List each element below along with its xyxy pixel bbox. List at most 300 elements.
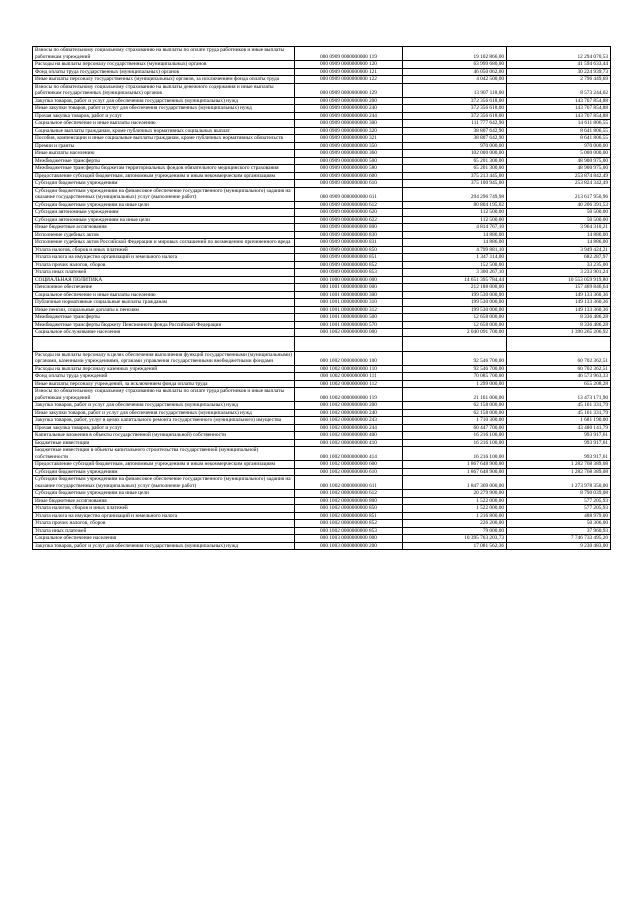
table-row [33, 83, 611, 97]
row-plan-amount: 212 188 000,00 [403, 284, 507, 292]
row-code: 000 0909 0000000000 610 [295, 180, 403, 188]
row-code: 000 1002 0000000000 410 [295, 439, 403, 447]
table-row [33, 269, 611, 277]
row-code: 000 1002 0000000000 852 [295, 520, 403, 528]
row-code: 000 0909 0000000000 831 [295, 239, 403, 247]
row-code: 000 0909 0000000000 850 [295, 246, 403, 254]
table-row [33, 497, 611, 505]
table-row [33, 61, 611, 69]
row-name: Бюджетные инвестиции в объекты капитального строительства государственной (муниципальной) собственности [33, 447, 295, 461]
row-executed-amount: 149 133 360,36 [507, 299, 611, 307]
row-plan-amount: 152 500,00 [403, 261, 507, 269]
row-code: 000 0909 0000000000 360 [295, 150, 403, 158]
table-row [33, 527, 611, 535]
row-name: Субсидии бюджетным учреждениям [33, 468, 295, 476]
row-executed-amount: 143 767 854,88 [507, 105, 611, 113]
table-row [33, 231, 611, 239]
row-executed-amount: 33 235,00 [507, 261, 611, 269]
row-plan-amount: 372 356 618,00 [403, 97, 507, 105]
row-plan-amount: 1 216 800,00 [403, 512, 507, 520]
row-plan-amount: 20 279 900,00 [403, 490, 507, 498]
row-code: 000 0909 0000000000 121 [295, 68, 403, 76]
row-name: Исполнение судебных актов [33, 231, 295, 239]
row-name: Социальное обеспечение и иные выплаты населению [33, 291, 295, 299]
row-executed-amount: 8 336 486,28 [507, 321, 611, 329]
table-row [33, 246, 611, 254]
row-name: СОЦИАЛЬНАЯ ПОЛИТИКА [33, 276, 295, 284]
row-executed-amount: 50 500,00 [507, 216, 611, 224]
row-executed-amount: 10 553 059 919,80 [507, 276, 611, 284]
row-executed-amount: 48 900 975,00 [507, 157, 611, 165]
row-code: 000 0909 0000000000 852 [295, 261, 403, 269]
row-name: Бюджетные инвестиции [33, 439, 295, 447]
row-plan-amount: 4 042 500,00 [403, 76, 507, 84]
table-row [33, 432, 611, 440]
row-plan-amount: 4 799 881,10 [403, 246, 507, 254]
row-plan-amount: 12 658 000,00 [403, 321, 507, 329]
row-name: Иные выплаты персоналу государственных (муниципальных) органов, за исключением фонда оплаты труда [33, 76, 295, 84]
row-name: Межбюджетные трансферты [33, 314, 295, 322]
table-row [33, 490, 611, 498]
row-code: 000 1002 0000000000 800 [295, 497, 403, 505]
row-plan-amount: 16 216 100,00 [403, 439, 507, 447]
table-row [33, 135, 611, 143]
row-executed-amount: 14 886,00 [507, 231, 611, 239]
row-name: Уплата иных платежей [33, 527, 295, 535]
row-plan-amount: 14 886,00 [403, 231, 507, 239]
row-plan-amount: 112 500,00 [403, 216, 507, 224]
row-code: 000 1002 0000000000 240 [295, 409, 403, 417]
table-row [33, 439, 611, 447]
row-name: Иные пенсии, социальные доплаты к пенсиям [33, 306, 295, 314]
row-name: Субсидии автономным учреждениям [33, 209, 295, 217]
row-plan-amount: 1 347 114,00 [403, 254, 507, 262]
row-plan-amount: 62 158 000,00 [403, 409, 507, 417]
row-executed-amount: 37 960,93 [507, 527, 611, 535]
row-code: 000 0909 0000000000 119 [295, 47, 403, 61]
table-row [33, 351, 611, 365]
row-executed-amount: 40 206 391,53 [507, 201, 611, 209]
row-executed-amount: 3 233 901,24 [507, 269, 611, 277]
row-plan-amount: 38 807 642,90 [403, 127, 507, 135]
row-code: 000 1001 0000000000 310 [295, 299, 403, 307]
row-code: 000 1002 0000000000 200 [295, 402, 403, 410]
row-plan-amount: 13 907 118,00 [403, 83, 507, 97]
table-row [33, 187, 611, 201]
row-plan-amount: 46 050 062,00 [403, 68, 507, 76]
table-row [33, 76, 611, 84]
row-code: 000 0909 0000000000 612 [295, 201, 403, 209]
row-code: 000 0909 0000000000 200 [295, 97, 403, 105]
row-executed-amount: 48 900 975,00 [507, 165, 611, 173]
row-executed-amount: 655 208,28 [507, 380, 611, 388]
row-plan-amount: 1 867 648 900,00 [403, 461, 507, 469]
budget-report-page [32, 46, 610, 550]
row-code: 000 0909 0000000000 600 [295, 172, 403, 180]
row-name: Межбюджетные трансферты [33, 157, 295, 165]
row-plan-amount: 62 158 000,00 [403, 402, 507, 410]
row-plan-amount: 1 867 648 900,00 [403, 468, 507, 476]
row-executed-amount: 5 000 000,00 [507, 150, 611, 158]
row-code: 000 1002 0000000000 612 [295, 490, 403, 498]
table-row [33, 127, 611, 135]
row-plan-amount: 226 200,00 [403, 520, 507, 528]
row-executed-amount: 993 917,61 [507, 439, 611, 447]
spacer-cell [403, 336, 507, 351]
row-executed-amount: 12 294 070,53 [507, 47, 611, 61]
table-row [33, 97, 611, 105]
row-plan-amount: 65 201 300,00 [403, 157, 507, 165]
row-executed-amount: 13 473 171,90 [507, 388, 611, 402]
spacer-cell [507, 336, 611, 351]
row-name: Публичные нормативные социальные выплаты гражданам [33, 299, 295, 307]
row-name: Иные закупки товаров, работ и услуг для обеспечения государственных (муниципальных) нужд [33, 105, 295, 113]
row-name: Расходы на выплаты персоналу казенных учреждений [33, 365, 295, 373]
row-executed-amount: 488 979,00 [507, 512, 611, 520]
row-code: 000 1000 0000000000 000 [295, 276, 403, 284]
row-plan-amount: 21 161 000,00 [403, 388, 507, 402]
row-executed-amount: 3 964 310,21 [507, 224, 611, 232]
row-plan-amount: 65 201 300,00 [403, 165, 507, 173]
row-name: Социальное обслуживание населения [33, 329, 295, 337]
row-code: 000 0909 0000000000 129 [295, 83, 403, 97]
row-executed-amount: 1 390 265 206,92 [507, 329, 611, 337]
row-executed-amount: 8 336 486,28 [507, 314, 611, 322]
row-executed-amount: 14 611 806,55 [507, 120, 611, 128]
row-executed-amount: 50 306,00 [507, 520, 611, 528]
row-executed-amount: 149 133 360,36 [507, 306, 611, 314]
row-executed-amount: 1 681 190,00 [507, 417, 611, 425]
row-name: Иные выплаты персоналу учреждений, за исключением фонда оплаты труда [33, 380, 295, 388]
table-row [33, 224, 611, 232]
row-name: Субсидии бюджетным учреждениям на финансовое обеспечение государственного (муниципального) задания на оказание государственных (муниципальных) услуг (выполнение работ) [33, 476, 295, 490]
row-executed-amount: 149 133 360,36 [507, 291, 611, 299]
row-executed-amount: 1 282 768 389,08 [507, 461, 611, 469]
row-code: 000 0909 0000000000 240 [295, 105, 403, 113]
table-row [33, 209, 611, 217]
spacer-cell [33, 336, 295, 351]
row-name: Взносы по обязательному социальному страхованию на выплаты денежного содержания и иные выплаты работникам государственных (муниципальных) органов [33, 83, 295, 97]
row-code: 000 0909 0000000000 800 [295, 224, 403, 232]
row-plan-amount: 60 447 700,00 [403, 424, 507, 432]
table-row [33, 276, 611, 284]
row-plan-amount: 1 710 300,00 [403, 417, 507, 425]
row-name: Уплата налогов, сборов и иных платежей [33, 505, 295, 513]
table-row [33, 254, 611, 262]
row-plan-amount: 4 814 767,10 [403, 224, 507, 232]
row-code: 000 0909 0000000000 830 [295, 231, 403, 239]
row-name: Закупка товаров, работ, услуг в целях капитального ремонта государственного (муниципального) имущества [33, 417, 295, 425]
row-executed-amount: 993 917,61 [507, 447, 611, 461]
row-executed-amount: 1 273 978 350,00 [507, 476, 611, 490]
table-row [33, 142, 611, 150]
table-row [33, 172, 611, 180]
row-executed-amount: 9 230 483,00 [507, 542, 611, 550]
budget-execution-table [32, 46, 611, 550]
row-name: Закупка товаров, работ и услуг для обеспечения государственных (муниципальных) нужд [33, 542, 295, 550]
table-row [33, 291, 611, 299]
row-plan-amount: 3 300 267,10 [403, 269, 507, 277]
row-name: Фонд оплаты труда государственных (муниципальных) органов [33, 68, 295, 76]
row-executed-amount: 3 949 424,21 [507, 246, 611, 254]
row-code: 000 1002 0000000000 400 [295, 432, 403, 440]
row-plan-amount: 372 356 618,00 [403, 112, 507, 120]
row-executed-amount: 8 641 806,55 [507, 127, 611, 135]
table-row [33, 321, 611, 329]
row-executed-amount: 45 161 331,79 [507, 409, 611, 417]
row-plan-amount: 2 040 091 700,00 [403, 329, 507, 337]
row-name: Субсидии бюджетным учреждениям на финансовое обеспечение государственного (муниципального) задания на оказание государственных (муниципальных) услуг (выполнение работ) [33, 187, 295, 201]
row-executed-amount: 970 000,00 [507, 142, 611, 150]
row-executed-amount: 253 824 342,49 [507, 180, 611, 188]
row-name: Расходы на выплаты персоналу в целях обеспечения выполнения функций государственными (муниципальными) органами, казенными учреждениями, органами управления государственными внебюджетными фондами [33, 351, 295, 365]
row-code: 000 0909 0000000000 122 [295, 76, 403, 84]
row-name: Исполнение судебных актов Российской Федерации и мировых соглашений по возмещению причиненного вреда [33, 239, 295, 247]
row-plan-amount: 199 530 000,00 [403, 299, 507, 307]
row-plan-amount: 1 522 000,00 [403, 497, 507, 505]
row-executed-amount: 143 767 854,88 [507, 97, 611, 105]
row-name: Социальное обеспечение населения [33, 535, 295, 543]
row-name: Межбюджетные трансферты бюджетам территориальных фондов обязательного медицинского страхования [33, 165, 295, 173]
row-name: Взносы по обязательному социальному страхованию на выплаты по оплате труда работников и иные выплаты работникам учреждений [33, 47, 295, 61]
row-code: 000 1001 0000000000 570 [295, 321, 403, 329]
row-name: Уплата иных платежей [33, 269, 295, 277]
row-code: 000 1002 0000000000 611 [295, 476, 403, 490]
row-name: Закупка товаров, работ и услуг для обеспечения государственных (муниципальных) нужд [33, 97, 295, 105]
row-plan-amount: 199 530 000,00 [403, 291, 507, 299]
row-executed-amount: 7 746 733 495,20 [507, 535, 611, 543]
row-name: Межбюджетные трансферты бюджету Пенсионного фонда Российской Федерации [33, 321, 295, 329]
row-name: Предоставление субсидий бюджетным, автономным учреждениям и иным некоммерческим организациям [33, 172, 295, 180]
row-plan-amount: 970 000,00 [403, 142, 507, 150]
row-code: 000 1002 0000000000 851 [295, 512, 403, 520]
row-code: 000 1002 0000000000 243 [295, 417, 403, 425]
row-code: 000 0909 0000000000 350 [295, 142, 403, 150]
row-executed-amount: 577 205,93 [507, 505, 611, 513]
row-code: 000 0909 0000000000 320 [295, 127, 403, 135]
row-executed-amount: 253 874 842,49 [507, 172, 611, 180]
row-plan-amount: 63 999 680,00 [403, 61, 507, 69]
row-plan-amount: 16 216 100,00 [403, 447, 507, 461]
row-plan-amount: 1 522 000,00 [403, 505, 507, 513]
table-spacer-row [33, 336, 611, 351]
row-code: 000 1002 0000000000 119 [295, 388, 403, 402]
row-plan-amount: 111 777 642,90 [403, 120, 507, 128]
row-name: Субсидии автономным учреждениям на иные цели [33, 216, 295, 224]
row-name: Субсидии бюджетным учреждениям на иные цели [33, 490, 295, 498]
table-row [33, 476, 611, 490]
row-executed-amount: 41 594 633,44 [507, 61, 611, 69]
row-name: Пособия, компенсации и иные социальные выплаты гражданам, кроме публичных нормативных обязательств [33, 135, 295, 143]
row-name: Предоставление субсидий бюджетным, автономным учреждениям и иным некоммерческим организациям [33, 461, 295, 469]
row-code: 000 1002 0000000000 244 [295, 424, 403, 432]
row-executed-amount: 60 702 362,51 [507, 365, 611, 373]
table-row [33, 120, 611, 128]
table-row [33, 417, 611, 425]
table-row [33, 216, 611, 224]
table-row [33, 535, 611, 543]
row-plan-amount: 19 102 866,00 [403, 47, 507, 61]
table-row [33, 180, 611, 188]
row-code: 000 0909 0000000000 620 [295, 209, 403, 217]
row-code: 000 0909 0000000000 120 [295, 61, 403, 69]
row-plan-amount: 14 886,00 [403, 239, 507, 247]
row-executed-amount: 157 469 846,64 [507, 284, 611, 292]
row-plan-amount: 14 651 395 784,44 [403, 276, 507, 284]
row-executed-amount: 1 282 768 389,08 [507, 468, 611, 476]
row-plan-amount: 112 500,00 [403, 209, 507, 217]
table-row [33, 105, 611, 113]
row-code: 000 1001 0000000000 500 [295, 314, 403, 322]
row-plan-amount: 12 658 000,00 [403, 314, 507, 322]
row-executed-amount: 213 617 950,96 [507, 187, 611, 201]
row-executed-amount: 8 641 806,55 [507, 135, 611, 143]
row-name: Фонд оплаты труда учреждений [33, 373, 295, 381]
row-code: 000 1002 0000000000 000 [295, 329, 403, 337]
row-code: 000 0909 0000000000 244 [295, 112, 403, 120]
row-name: Уплата налога на имущество организаций и земельного налога [33, 512, 295, 520]
row-name: Расходы на выплаты персоналу государственных (муниципальных) органов [33, 61, 295, 69]
row-code: 000 1001 0000000000 312 [295, 306, 403, 314]
row-code: 000 0909 0000000000 300 [295, 120, 403, 128]
table-row [33, 520, 611, 528]
row-name: Пенсионное обеспечение [33, 284, 295, 292]
row-code: 000 0909 0000000000 500 [295, 157, 403, 165]
row-name: Уплата налогов, сборов и иных платежей [33, 246, 295, 254]
row-plan-amount: 79 000,00 [403, 527, 507, 535]
table-row [33, 505, 611, 513]
row-executed-amount: 60 702 362,51 [507, 351, 611, 365]
row-code: 000 0909 0000000000 611 [295, 187, 403, 201]
row-plan-amount: 199 530 000,00 [403, 306, 507, 314]
row-plan-amount: 1 299 000,00 [403, 380, 507, 388]
row-name: Социальное обеспечение и иные выплаты населению [33, 120, 295, 128]
row-code: 000 0909 0000000000 853 [295, 269, 403, 277]
row-name: Иные выплаты населению [33, 150, 295, 158]
table-row [33, 306, 611, 314]
table-row [33, 261, 611, 269]
row-executed-amount: 30 224 939,73 [507, 68, 611, 76]
row-executed-amount: 682 287,97 [507, 254, 611, 262]
row-code: 000 1002 0000000000 100 [295, 351, 403, 365]
row-code: 000 1002 0000000000 110 [295, 365, 403, 373]
row-name: Уплата прочих налогов, сборов [33, 261, 295, 269]
row-code: 000 0909 0000000000 851 [295, 254, 403, 262]
table-row [33, 409, 611, 417]
row-name: Прочая закупка товаров, работ и услуг [33, 112, 295, 120]
row-code: 000 1002 0000000000 600 [295, 461, 403, 469]
row-plan-amount: 16 216 100,00 [403, 432, 507, 440]
row-plan-amount: 38 807 642,90 [403, 135, 507, 143]
row-plan-amount: 1 847 369 000,00 [403, 476, 507, 490]
row-plan-amount: 102 000 000,00 [403, 150, 507, 158]
table-row [33, 424, 611, 432]
table-row [33, 150, 611, 158]
row-executed-amount: 8 573 244,02 [507, 83, 611, 97]
table-row [33, 157, 611, 165]
row-code: 000 1002 0000000000 853 [295, 527, 403, 535]
table-row [33, 284, 611, 292]
row-name: Взносы по обязательному социальному страхованию на выплаты по оплате труда работников и иные выплаты работникам учреждений [33, 388, 295, 402]
row-code: 000 1003 0000000000 000 [295, 535, 403, 543]
row-code: 000 1002 0000000000 414 [295, 447, 403, 461]
row-plan-amount: 92 546 700,00 [403, 365, 507, 373]
table-row [33, 201, 611, 209]
table-row [33, 165, 611, 173]
table-row [33, 299, 611, 307]
table-row [33, 365, 611, 373]
row-plan-amount: 375 100 945,00 [403, 180, 507, 188]
row-code: 000 1001 0000000000 000 [295, 284, 403, 292]
table-row [33, 461, 611, 469]
row-executed-amount: 46 573 963,33 [507, 373, 611, 381]
row-executed-amount: 45 161 331,79 [507, 402, 611, 410]
row-code: 000 0909 0000000000 622 [295, 216, 403, 224]
table-row [33, 512, 611, 520]
row-code: 000 1002 0000000000 610 [295, 468, 403, 476]
row-executed-amount: 993 917,61 [507, 432, 611, 440]
row-plan-amount: 17 081 562,36 [403, 542, 507, 550]
spacer-cell [295, 336, 403, 351]
row-code: 000 0909 0000000000 580 [295, 165, 403, 173]
table-row [33, 468, 611, 476]
table-row [33, 388, 611, 402]
table-row [33, 329, 611, 337]
row-name: Капитальные вложения в объекты государственной (муниципальной) собственности [33, 432, 295, 440]
row-executed-amount: 14 886,00 [507, 239, 611, 247]
row-name: Иные бюджетные ассигнования [33, 224, 295, 232]
row-executed-amount: 2 796 449,69 [507, 76, 611, 84]
row-name: Закупка товаров, работ и услуг для обеспечения государственных (муниципальных) нужд [33, 402, 295, 410]
row-plan-amount: 70 085 700,00 [403, 373, 507, 381]
table-row [33, 314, 611, 322]
row-plan-amount: 92 546 700,00 [403, 351, 507, 365]
row-executed-amount: 143 767 854,88 [507, 112, 611, 120]
row-name: Уплата налога на имущество организаций и земельного налога [33, 254, 295, 262]
row-plan-amount: 372 356 618,00 [403, 105, 507, 113]
row-plan-amount: 375 213 445,00 [403, 172, 507, 180]
table-row [33, 373, 611, 381]
row-name: Субсидии бюджетным учреждениям [33, 180, 295, 188]
row-code: 000 0909 0000000000 321 [295, 135, 403, 143]
table-row [33, 112, 611, 120]
row-plan-amount: 80 804 195,02 [403, 201, 507, 209]
row-name: Иные бюджетные ассигнования [33, 497, 295, 505]
row-code: 000 1002 0000000000 850 [295, 505, 403, 513]
row-code: 000 1002 0000000000 112 [295, 380, 403, 388]
table-row [33, 68, 611, 76]
row-code: 000 1003 0000000000 200 [295, 542, 403, 550]
table-row [33, 239, 611, 247]
row-name: Премии и гранты [33, 142, 295, 150]
row-name: Социальные выплаты гражданам, кроме публичных нормативных социальных выплат [33, 127, 295, 135]
table-row [33, 447, 611, 461]
table-body [33, 47, 611, 550]
row-plan-amount: 294 296 749,98 [403, 187, 507, 201]
table-row [33, 402, 611, 410]
row-plan-amount: 10 395 763 203,73 [403, 535, 507, 543]
row-executed-amount: 43 480 141,79 [507, 424, 611, 432]
row-code: 000 1002 0000000000 111 [295, 373, 403, 381]
row-name: Уплата прочих налогов, сборов [33, 520, 295, 528]
row-executed-amount: 50 500,00 [507, 209, 611, 217]
row-name: Субсидии бюджетным учреждениям на иные цели [33, 201, 295, 209]
row-executed-amount: 8 790 039,08 [507, 490, 611, 498]
row-code: 000 1001 0000000000 300 [295, 291, 403, 299]
table-row [33, 47, 611, 61]
row-name: Прочая закупка товаров, работ и услуг [33, 424, 295, 432]
row-executed-amount: 577 205,93 [507, 497, 611, 505]
